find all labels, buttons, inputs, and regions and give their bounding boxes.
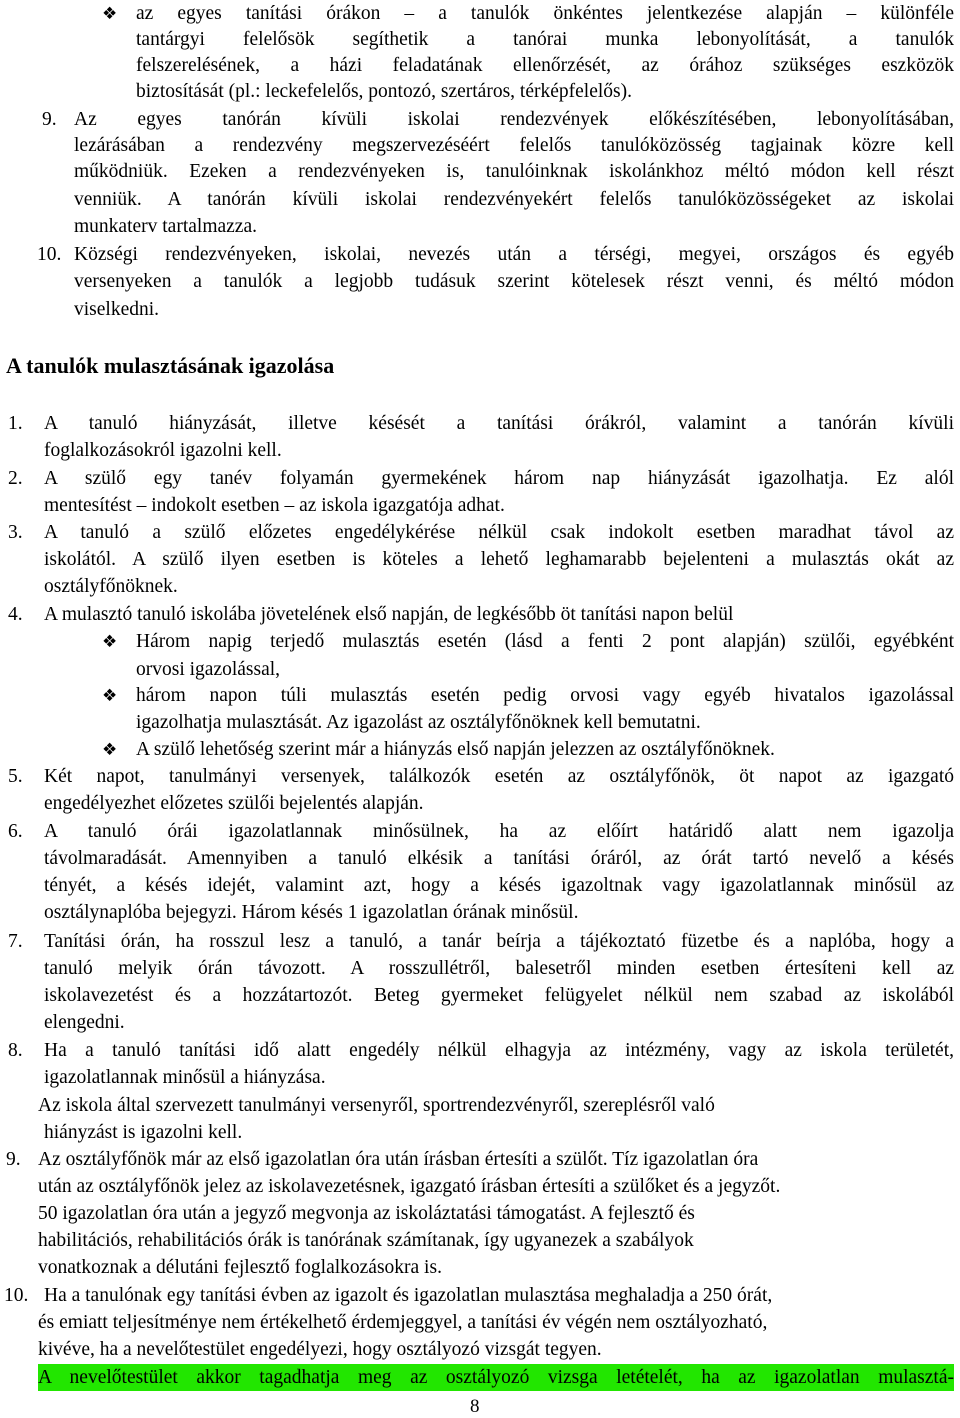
text-line: orvosi igazolással, (136, 659, 281, 680)
section-heading: A tanulók mulasztásának igazolása (6, 353, 335, 378)
text-line: 50 igazolatlan óra után a jegyző megvonja az iskoláztatási támogatást. A fejlesztő és (38, 1203, 695, 1224)
text-line: versenyeken a tanulók a legjobb tudásuk szerint kötelesek részt venni, és méltó módon (74, 271, 954, 292)
text-line: venniük. A tanórán kívüli iskolai rendezvényekért felelős tanulóközösségeket az iskolai (74, 189, 954, 210)
text-line: A mulasztó tanuló iskolába jövetelének első napján, de legkésőbb öt tanítási napon belül (44, 604, 734, 625)
list-number: 6. (8, 821, 23, 842)
text-line: hiányzást is igazolni kell. (44, 1122, 243, 1143)
text-line: biztosítását (pl.: leckefelelős, pontozó, szertáros, térképfelelős). (136, 81, 632, 102)
text-line: Két napot, tanulmányi versenyek, találkozók esetén az osztályfőnök, öt napot az igazgató (44, 766, 954, 787)
list-number: 9. (6, 1149, 21, 1170)
list-number: 8. (8, 1040, 23, 1061)
text-line: A szülő lehetőség szerint már a hiányzás első napján jelezzen az osztályfőnöknek. (136, 739, 775, 760)
text-line: három napon túli mulasztás esetén pedig orvosi vagy egyéb hivatalos igazolással (136, 685, 954, 706)
text-line: igazolatlannak minősül a hiányzása. (44, 1067, 326, 1088)
text-line: Az iskola által szervezett tanulmányi versenyről, sportrendezvényről, szereplésről való (38, 1095, 715, 1116)
text-line: munkaterv tartalmazza. (74, 216, 257, 237)
text-line: Tanítási órán, ha rosszul lesz a tanuló, a tanár beírja a tájékoztató füzetbe és a naplóba, hogy a (44, 931, 954, 952)
text-line: iskolától. A szülő ilyen esetben is köteles a lehető leghamarabb bejelenteni a mulasztás okát az (44, 549, 954, 570)
text-line: vonatkoznak a délutáni fejlesztő foglalkozásokra is. (38, 1257, 442, 1278)
text-line: az egyes tanítási órákon – a tanulók önkéntes jelentkezése alapján – különféle (136, 3, 954, 24)
text-line: felszerelésének, a házi feladatának ellenőrzését, az órához szükséges eszközök (136, 55, 954, 76)
text-line: A tanuló órái igazolatlannak minősülnek, ha az előírt határidő alatt nem igazolja (44, 821, 954, 842)
text-line: lezárásában a rendezvény megszervezéséért felelős tanulóközösség tagjainak közre kell (74, 135, 954, 156)
text-line: A tanuló hiányzását, illetve késését a tanítási órákról, valamint a tanórán kívüli (44, 413, 954, 434)
list-number: 10. (37, 244, 62, 265)
text-line: A szülő egy tanév folyamán gyermekének három nap hiányzását igazolhatja. Ez alól (44, 468, 954, 489)
text-line: iskolavezetést és a hozzátartozót. Beteg gyermeket felügyelet nélkül nem szabad az iskolából (44, 985, 954, 1006)
text-line: elengedni. (44, 1012, 125, 1033)
text-line: igazolhatja mulasztását. Az igazolást az osztályfőnöknek kell bemutatni. (136, 712, 701, 733)
text-line: és emiatt teljesítménye nem értékelhető érdemjeggyel, a tanítási év végén nem osztályozható, (38, 1312, 768, 1333)
text-line: A tanuló a szülő előzetes engedélykérése nélkül csak indokolt esetben maradhat távol az (44, 522, 954, 543)
list-number: 7. (8, 931, 23, 952)
text-line: távolmaradását. Amennyiben a tanuló elkésik a tanítási óráról, az órát tartó nevelő a késés (44, 848, 954, 869)
text-line: mentesítést – indokolt esetben – az iskola igazgatója adhat. (44, 495, 505, 516)
text-line: tényét, a késés idejét, valamint azt, hogy a késés igazoltnak vagy igazolatlannak minősül az (44, 875, 954, 896)
text-line: kivéve, ha a nevelőtestület engedélyezi, hogy osztályozó vizsgát tegyen. (38, 1339, 602, 1360)
text-line: Az egyes tanórán kívüli iskolai rendezvények előkészítésében, lebonyolításában, (74, 109, 954, 130)
text-line: Ha a tanulónak egy tanítási évben az igazolt és igazolatlan mulasztása meghaladja a 250 órát, (44, 1285, 773, 1306)
diamond-bullet-icon: ❖ (102, 632, 118, 652)
highlighted-text-line: A nevelőtestület akkor tagadhatja meg az osztályozó vizsga letételét, ha az igazolatlan mulasztá- (38, 1364, 954, 1391)
list-number: 2. (8, 468, 23, 489)
text-line: Az osztályfőnök már az első igazolatlan óra után írásban értesíti a szülőt. Tíz igazolatlan óra (38, 1149, 759, 1170)
list-number: 5. (8, 766, 23, 787)
list-number: 4. (8, 604, 23, 625)
text-line: tanuló melyik órán távozott. A rosszullétről, balesetről minden esetben értesíteni kell az (44, 958, 954, 979)
text-line: habilitációs, rehabilitációs órák is tanórának számítanak, így ugyanezek a szabályok (38, 1230, 694, 1251)
list-number: 10. (4, 1285, 29, 1306)
text-line: foglalkozásokról igazolni kell. (44, 440, 282, 461)
diamond-bullet-icon: ❖ (102, 740, 118, 760)
list-number: 9. (42, 109, 57, 130)
text-line: osztályfőnöknek. (44, 576, 178, 597)
page-number: 8 (470, 1396, 480, 1417)
text-line: viselkedni. (74, 299, 160, 320)
text-line: osztálynaplóba bejegyzi. Három késés 1 igazolatlan órának minősül. (44, 902, 579, 923)
text-line: tantárgyi felelősök segíthetik a tanórai munka lebonyolítását, a tanulók (136, 29, 954, 50)
text-line: működniük. Ezeken a rendezvényeken is, tanulóinknak iskolánkhoz méltó módon kell részt (74, 161, 954, 182)
text-line: után az osztályfőnök jelez az iskolavezetésnek, igazgató írásban értesíti a szülőket és a jegyzőt. (38, 1176, 781, 1197)
text-line: engedélyezhet előzetes szülői bejelentés alapján. (44, 793, 424, 814)
text-line: Községi rendezvényeken, iskolai, nevezés után a térségi, megyei, országos és egyéb (74, 244, 954, 265)
list-number: 1. (8, 413, 23, 434)
text-line: Három napig terjedő mulasztás esetén (lásd a fenti 2 pont alapján) szülői, egyébként (136, 631, 954, 652)
diamond-bullet-icon: ❖ (102, 4, 118, 24)
diamond-bullet-icon: ❖ (102, 686, 118, 706)
list-number: 3. (8, 522, 23, 543)
text-line: Ha a tanuló tanítási idő alatt engedély nélkül elhagyja az intézmény, vagy az iskola területét, (44, 1040, 954, 1061)
